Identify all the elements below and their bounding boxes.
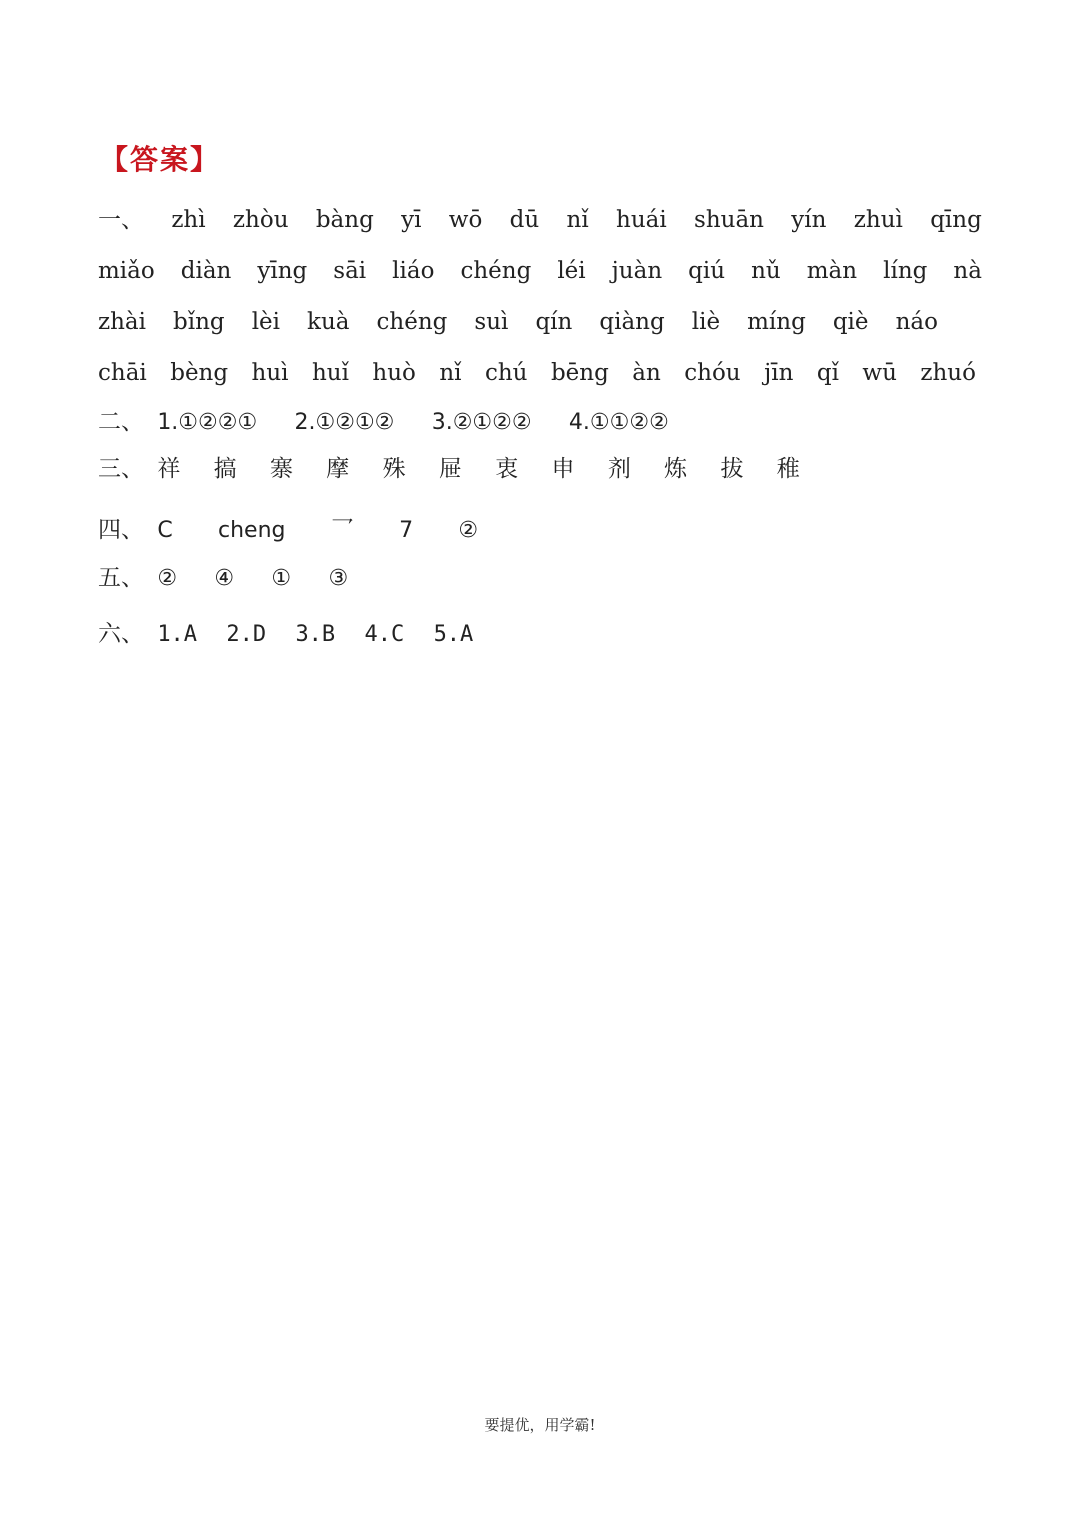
- pinyin-word: diàn: [180, 258, 232, 284]
- hanzi-answer: 搞: [213, 456, 237, 482]
- answer-item: 4.C: [364, 622, 405, 647]
- hanzi-answer: 申: [551, 456, 575, 482]
- section-one-row-2: [98, 254, 982, 288]
- answer-item: ②: [157, 566, 178, 591]
- answer-item: C: [157, 518, 173, 543]
- answer-item: 乛: [330, 517, 354, 543]
- pinyin-word: liè: [691, 309, 721, 335]
- answer-item: 5.A: [433, 622, 474, 647]
- pinyin-word: zhuó: [920, 360, 976, 386]
- section-one-row-3: [98, 305, 938, 339]
- pinyin-word: huǐ: [311, 360, 349, 386]
- answer-item: 3.②①②②: [431, 410, 532, 435]
- answer-item: ②: [458, 518, 479, 543]
- pinyin-word: zhài: [98, 309, 146, 335]
- answer-item: 2.①②①②: [294, 410, 395, 435]
- pinyin-word: huò: [372, 360, 416, 386]
- answer-item: ④: [214, 566, 235, 591]
- pinyin-word: zhuì: [853, 207, 903, 233]
- hanzi-answer: 炼: [664, 456, 688, 482]
- answer-item: 2.D: [226, 622, 267, 647]
- pinyin-word: kuà: [307, 309, 350, 335]
- pinyin-word: àn: [632, 360, 661, 386]
- pinyin-word: zhì: [171, 207, 206, 233]
- answer-item: 7: [399, 518, 414, 543]
- section-six-prefix: 六、: [98, 621, 144, 647]
- pinyin-word: nǔ: [751, 258, 781, 284]
- pinyin-word: juàn: [611, 258, 663, 284]
- pinyin-word: líng: [883, 258, 928, 284]
- section-four-prefix: 四、: [98, 517, 144, 543]
- pinyin-word: bēng: [550, 360, 609, 386]
- hanzi-answer: 祥: [157, 456, 181, 482]
- pinyin-word: náo: [895, 309, 938, 335]
- hanzi-answer: 殊: [382, 456, 406, 482]
- hanzi-answer: 屉: [438, 456, 462, 482]
- section-one-row-4: [98, 356, 976, 390]
- pinyin-word: nà: [953, 258, 982, 284]
- pinyin-word: nǐ: [439, 360, 462, 386]
- section-three-prefix: 三、: [98, 456, 144, 482]
- hanzi-answer: 稚: [776, 456, 800, 482]
- pinyin-word: míng: [747, 309, 806, 335]
- section-one-row-1: [98, 203, 982, 237]
- answer-item: cheng: [218, 518, 286, 543]
- page-footer: 要提优，用学霸!: [484, 1416, 596, 1434]
- pinyin-word: chéng: [460, 258, 532, 284]
- answer-item: ③: [328, 566, 349, 591]
- pinyin-word: bǐng: [173, 309, 225, 335]
- answer-item: 1.A: [157, 622, 198, 647]
- section-three: [98, 452, 826, 486]
- pinyin-word: suì: [474, 309, 509, 335]
- pinyin-word: qín: [535, 309, 573, 335]
- pinyin-word: bàng: [315, 207, 374, 233]
- section-four: [98, 513, 516, 548]
- section-five-prefix: 五、: [98, 565, 144, 591]
- pinyin-word: jīn: [764, 360, 794, 386]
- pinyin-word: yī: [401, 207, 422, 233]
- pinyin-word: bèng: [170, 360, 229, 386]
- hanzi-answer: 寨: [269, 456, 293, 482]
- pinyin-word: chéng: [376, 309, 448, 335]
- pinyin-word: huái: [616, 207, 667, 233]
- answer-item: 1.①②②①: [157, 410, 258, 435]
- hanzi-answer: 衷: [495, 456, 519, 482]
- pinyin-word: qǐ: [816, 360, 839, 386]
- answer-item: 4.①①②②: [568, 410, 669, 435]
- pinyin-word: lèi: [251, 309, 281, 335]
- section-two: [98, 405, 699, 440]
- pinyin-word: léi: [557, 258, 586, 284]
- pinyin-word: yín: [791, 207, 827, 233]
- pinyin-word: qiè: [832, 309, 869, 335]
- pinyin-word: qiàng: [599, 309, 665, 335]
- answer-item: ①: [271, 566, 292, 591]
- section-two-prefix: 二、: [98, 409, 144, 435]
- pinyin-word: wū: [862, 360, 897, 386]
- pinyin-word: huì: [251, 360, 289, 386]
- pinyin-word: yīng: [257, 258, 308, 284]
- section-five: [98, 561, 378, 596]
- answer-item: 3.B: [295, 622, 336, 647]
- pinyin-word: dū: [509, 207, 540, 233]
- hanzi-answer: 摩: [326, 456, 350, 482]
- pinyin-word: chú: [484, 360, 528, 386]
- section-one-prefix: 一、: [98, 207, 144, 233]
- hanzi-answer: 剂: [607, 456, 631, 482]
- pinyin-word: qiú: [688, 258, 726, 284]
- pinyin-word: nǐ: [566, 207, 589, 233]
- answer-heading: 【答案】: [100, 143, 221, 176]
- pinyin-word: liáo: [392, 258, 435, 284]
- pinyin-word: sāi: [333, 258, 367, 284]
- pinyin-word: zhòu: [232, 207, 289, 233]
- pinyin-word: miǎo: [98, 258, 155, 284]
- hanzi-answer: 拔: [720, 456, 744, 482]
- pinyin-word: chāi: [98, 360, 147, 386]
- pinyin-word: wō: [448, 207, 483, 233]
- pinyin-word: qīng: [930, 207, 982, 233]
- pinyin-word: shuān: [694, 207, 764, 233]
- section-six: [98, 617, 495, 652]
- pinyin-word: màn: [806, 258, 858, 284]
- pinyin-word: chóu: [684, 360, 741, 386]
